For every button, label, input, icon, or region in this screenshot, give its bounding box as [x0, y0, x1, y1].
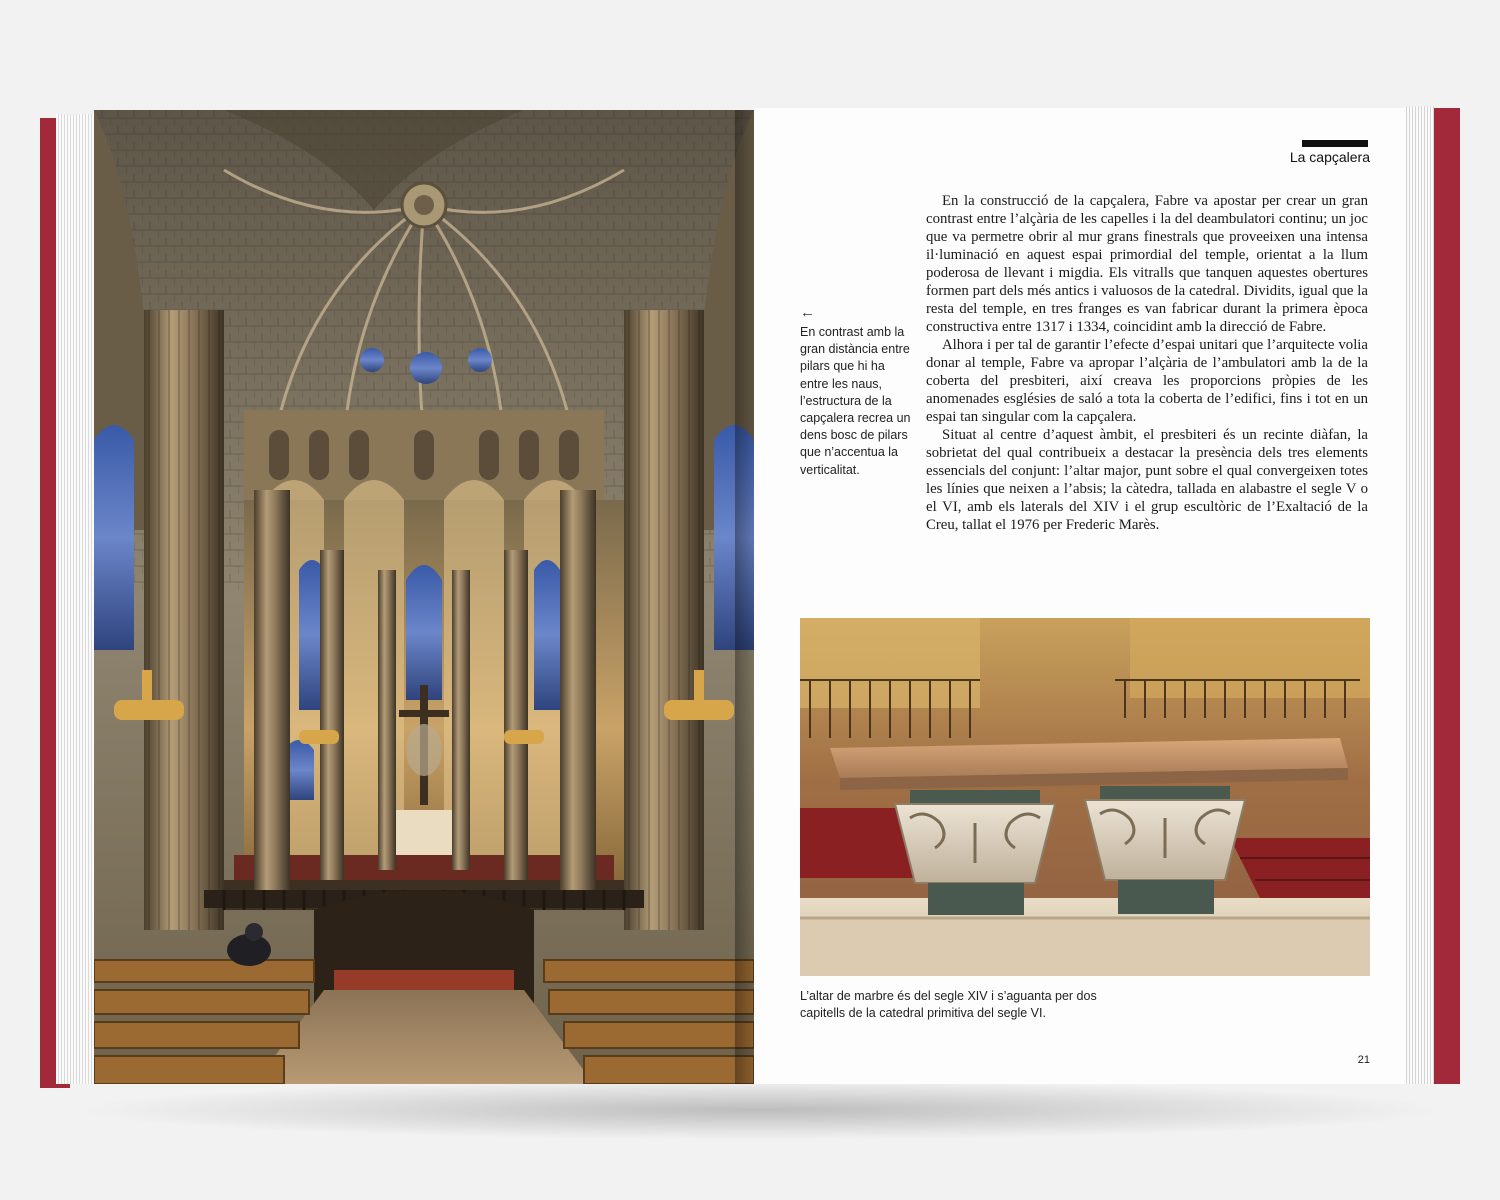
book-shadow — [70, 1080, 1450, 1140]
right-page — [754, 108, 1406, 1084]
section-rule — [1302, 140, 1368, 147]
photo-caption: L’altar de marbre és del segle XIV i s’aguanta per dos capitells de la catedral primitiva del segle VI. — [800, 989, 1097, 1020]
section-title: La capçalera — [1289, 149, 1370, 165]
page-block-left — [56, 114, 96, 1084]
cathedral-apse-photo — [94, 110, 754, 1084]
paragraph: Alhora i per tal de garantir l’efecte d’espai unitari que l’arquitecte volia donar al temple, Fabre va apropar l’alçària de l’ambulatori amb la de la coberta del presbiteri, així creava les proporcions pròpies de les anomenades esglésies de saló a tota la coberta de l’edifici, fins i tot en un espai tan singular com la capçalera. — [926, 337, 1368, 425]
page-number: 21 — [1357, 1054, 1370, 1066]
body-text — [926, 192, 1368, 534]
paragraph: Situat al centre d’aquest àmbit, el presbiteri és un recinte diàfan, la sobrietat del qual contribueix a destacar la presència dels tres elements essencials del conjunt: l’altar major, punt sobre el qual convergeixen totes les línies que neixen a l’absis; la càtedra, tallada en alabastre el segle V o el VI, amb els laterals del XIV i el grup escultòric de l’Exaltació de la Creu, tallat el 1976 per Frederic Marès. — [926, 427, 1368, 533]
paragraph: En la construcció de la capçalera, Fabre va apostar per crear un gran contrast entre l’alçària de les capelles i la del deambulatori continu; un joc que va permetre obrir al mur grans finestrals que proveeixen una intensa il·luminació en aquest espai primordial del temple, orientat a la llum poderosa de llevant i migdia. Els vitralls que tanquen aquestes obertures formen part dels més antics i valuosos de la catedral. Dividits, igual que la resta del temple, en tres franges es van fabricar durant la primera època constructiva entre 1317 i 1334, coincidint amb la direcció de Fabre. — [926, 193, 1368, 335]
altar-photo — [800, 618, 1370, 976]
arrow-left-icon: ← — [800, 304, 815, 321]
side-caption: En contrast amb la gran distància entre pilars que hi ha entre les naus, l’estructura de la capçalera recrea un dens bosc de pilars que n’accentua la verticalitat. — [800, 325, 911, 477]
page-block-right — [1404, 106, 1434, 1084]
